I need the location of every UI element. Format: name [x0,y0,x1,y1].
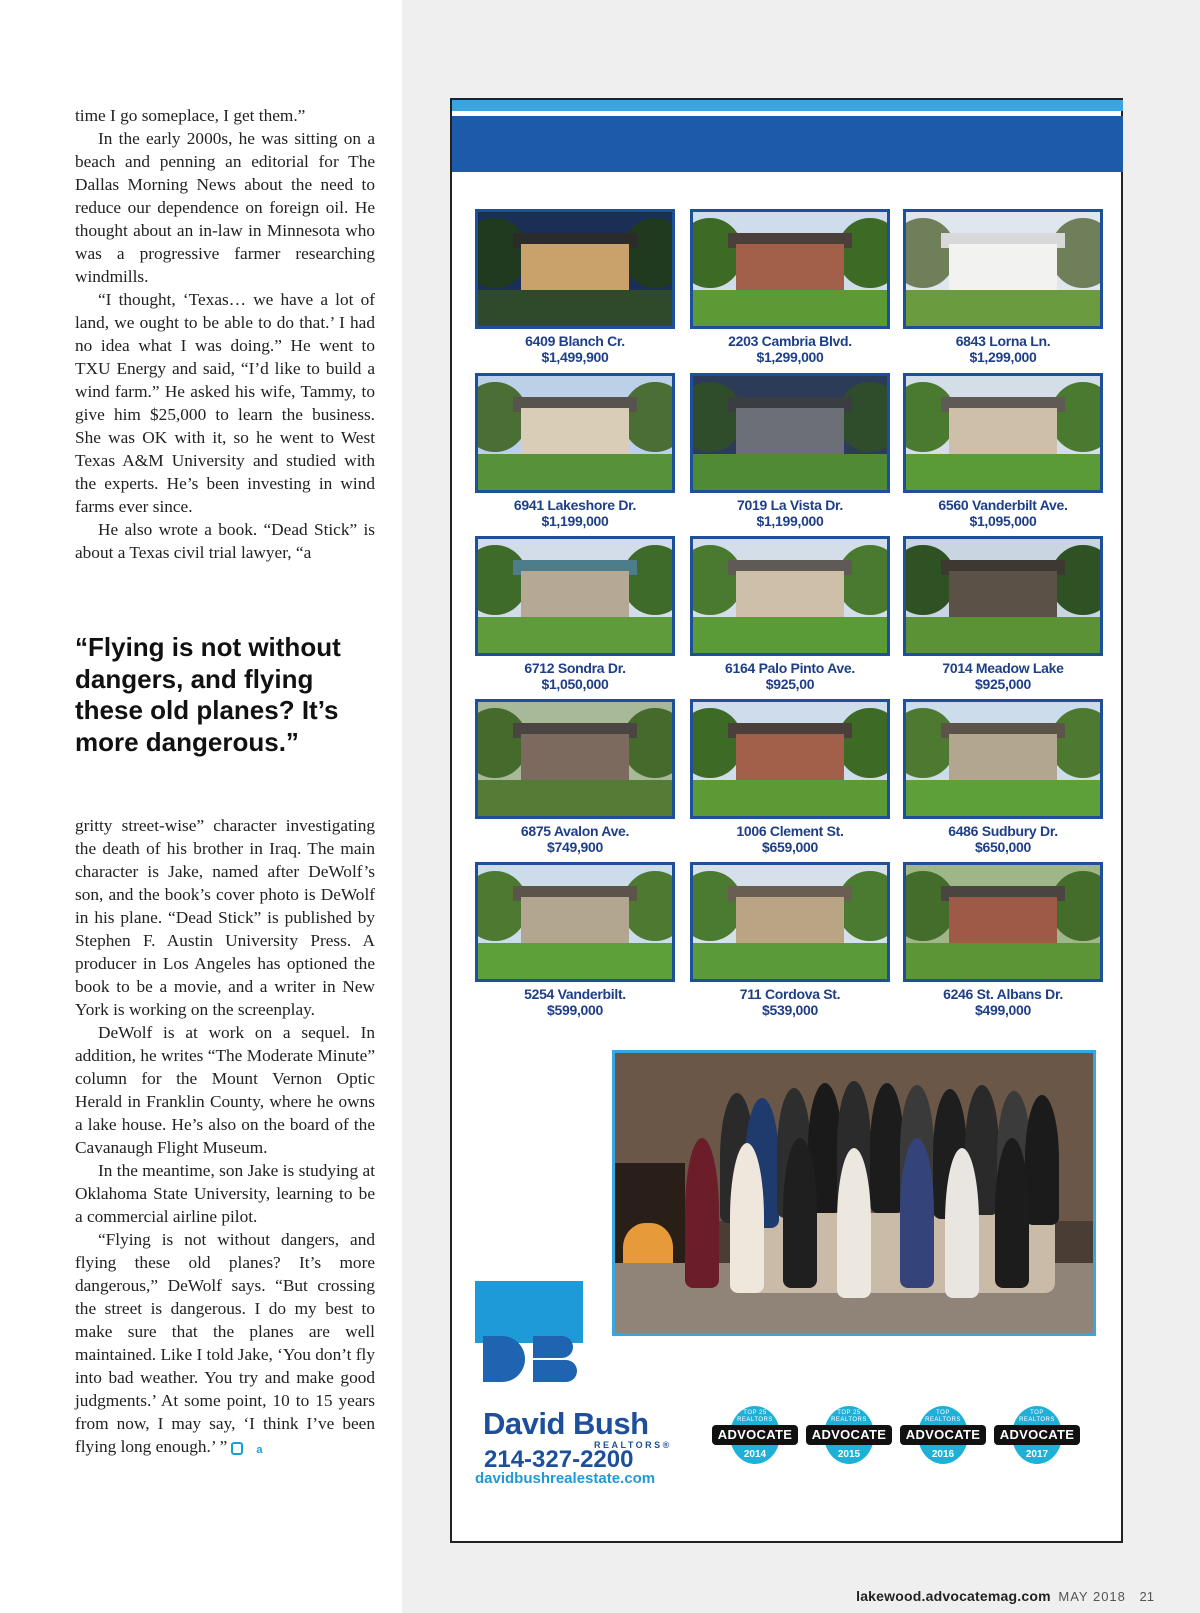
listing-caption [475,333,675,365]
listing-card [475,862,675,1025]
listing-address: 6409 Blanch Cr. [525,333,625,349]
listing-price: $1,199,000 [541,513,609,529]
brand-subtitle: REALTORS® [594,1440,672,1450]
listing-photo [475,209,675,329]
listing-card [690,699,890,862]
david-bush-logo [475,1281,583,1387]
badge-top-text: TOP REALTORS [925,1410,961,1423]
person-silhouette [1025,1095,1059,1225]
ad-header-band [452,116,1123,172]
listing-caption [475,986,675,1018]
listing-price: $925,000 [975,676,1031,692]
advocate-award-badge [806,1406,892,1464]
listing-price: $650,000 [975,839,1031,855]
badge-year: 2016 [931,1449,955,1460]
photo-lawn [693,617,887,653]
listing-card [475,209,675,372]
brand-website: davidbushrealestate.com [475,1470,656,1487]
badge-label: ADVOCATE [712,1425,798,1445]
article-paragraph-text: “Flying is not without dangers, and flying these old planes? It’s more dangerous,” DeWolf says. “But crossing the street is dangerous. I do my best to make sure that the planes are well maintained. Like I told Jake, ‘You don’t fly into bad weather. You try and make good judgments.’ At some point, 10 to 15 years from now, I may say, ‘I think I’ve been flying long enough.’ ” [75,1230,375,1456]
article-paragraph: DeWolf is at work on a sequel. In addition, he writes “The Moderate Minute” column for the Mount Vernon Optic Herald in Franklin County, where he owns a lake house. He’s also on the board of the Cavanaugh Flight Museum. [75,1023,375,1157]
person-silhouette [900,1138,934,1288]
listing-address: 6560 Vanderbilt Ave. [938,497,1068,513]
photo-lawn [478,943,672,979]
listing-price: $925,00 [765,676,815,692]
listing-caption [475,660,675,692]
listing-address: 6941 Lakeshore Dr. [513,497,637,513]
brand-phone: 214-327-2200 [484,1446,634,1473]
listing-price: $539,000 [762,1002,818,1018]
listing-caption [690,986,890,1018]
photo-lawn [478,290,672,326]
listing-caption [903,333,1103,365]
logo-letter-b-top [533,1336,573,1358]
listing-card [475,699,675,862]
listing-price: $599,000 [547,1002,603,1018]
person-silhouette [730,1143,764,1293]
pull-quote: “Flying is not without dangers, and flying these old planes? It’s more dangerous.” [75,632,341,757]
listing-card [903,209,1103,372]
listing-caption [475,823,675,855]
listing-photo [690,862,890,982]
badge-year: 2014 [743,1449,767,1460]
photo-lawn [478,780,672,816]
page-number: 21 [1139,1589,1154,1604]
listing-photo [475,536,675,656]
logo-block-shape [475,1281,583,1343]
listing-address: 7019 La Vista Dr. [737,497,843,513]
advocate-award-badge [900,1406,986,1464]
listing-photo [475,373,675,493]
article-paragraph: time I go someplace, I get them.” [75,106,306,125]
end-mark-icon: a [231,1442,243,1455]
badge-top-text: TOP 25 REALTORS [737,1410,773,1423]
listing-caption [690,333,890,365]
listing-card [903,862,1103,1025]
listing-address: 6712 Sondra Dr. [524,660,626,676]
photo-lawn [478,454,672,490]
photo-lawn [693,943,887,979]
listing-price: $1,095,000 [969,513,1037,529]
article-column-bottom [75,814,375,1458]
listing-photo [475,862,675,982]
listing-caption [690,823,890,855]
footer-issue: MAY 2018 [1058,1589,1126,1604]
listing-address: 1006 Clement St. [736,823,844,839]
photo-lawn [906,617,1100,653]
badge-label: ADVOCATE [900,1425,986,1445]
photo-lawn [693,454,887,490]
listing-photo [690,373,890,493]
listing-photo [903,209,1103,329]
listing-photo [690,209,890,329]
listing-card [903,536,1103,699]
logo-letter-d [483,1336,525,1382]
listing-address: 6875 Avalon Ave. [520,823,630,839]
listing-price: $499,000 [975,1002,1031,1018]
person-silhouette [837,1148,871,1298]
listing-price: $1,499,900 [541,349,609,365]
person-silhouette [870,1083,904,1213]
badge-year: 2015 [837,1449,861,1460]
listing-address: 6246 St. Albans Dr. [943,986,1063,1002]
listing-photo [903,862,1103,982]
listing-address: 6843 Lorna Ln. [955,333,1051,349]
photo-lawn [906,943,1100,979]
photo-lawn [693,290,887,326]
listing-price: $1,299,000 [756,349,824,365]
badge-top-text: TOP REALTORS [1019,1410,1055,1423]
listing-card [903,699,1103,862]
logo-letter-b-bottom [533,1360,577,1382]
advocate-award-badge [712,1406,798,1464]
listing-address: 7014 Meadow Lake [942,660,1064,676]
brand-name: David Bush [483,1406,649,1441]
listing-price: $659,000 [762,839,818,855]
listing-price: $1,050,000 [541,676,609,692]
listing-card [690,373,890,536]
listing-caption [475,497,675,529]
listing-photo [475,699,675,819]
person-silhouette [783,1138,817,1288]
badge-top-text: TOP 25 REALTORS [831,1410,867,1423]
article-paragraph: gritty street-wise” character investigating the death of his brother in Iraq. The main character is Jake, named after DeWolf’s son, and the book’s cover photo is DeWolf in his plane. “Dead Stick” is published by Stephen F. Austin University Press. A producer in Los Angeles has optioned the book to be a movie, and a writer in New York is working on the screenplay. [75,816,375,1019]
listing-address: 711 Cordova St. [739,986,841,1002]
listing-photo [903,373,1103,493]
person-silhouette [945,1148,979,1298]
listing-card [475,373,675,536]
ad-top-stripe [452,100,1123,111]
listing-caption [903,497,1103,529]
article-paragraph: In the meantime, son Jake is studying at Oklahoma State University, learning to be a commercial airline pilot. [75,1161,375,1226]
listing-caption [903,823,1103,855]
article-paragraph [75,1228,375,1458]
listing-price: $749,900 [547,839,603,855]
listing-photo [690,536,890,656]
photo-lawn [906,454,1100,490]
listing-caption [690,497,890,529]
listing-address: 6486 Sudbury Dr. [948,823,1058,839]
article-column-top [75,104,375,564]
listing-card [690,536,890,699]
listing-address: 5254 Vanderbilt. [524,986,626,1002]
listing-photo [903,536,1103,656]
article-paragraph: In the early 2000s, he was sitting on a beach and penning an editorial for The Dallas Morning News about the need to reduce our dependence on foreign oil. He thought about an in-law in Minnesota who was a progressive farmer researching windmills. [75,129,375,286]
badge-year: 2017 [1025,1449,1049,1460]
person-silhouette [685,1138,719,1288]
listing-price: $1,199,000 [756,513,824,529]
listing-photo [903,699,1103,819]
badge-label: ADVOCATE [994,1425,1080,1445]
listing-card [690,209,890,372]
listing-card [475,536,675,699]
badge-label: ADVOCATE [806,1425,892,1445]
advocate-award-badge [994,1406,1080,1464]
listing-address: 6164 Palo Pinto Ave. [725,660,855,676]
person-silhouette [995,1138,1029,1288]
team-photo [612,1050,1096,1336]
listing-photo [690,699,890,819]
page-footer [856,1588,1154,1604]
article-paragraph: He also wrote a book. “Dead Stick” is about a Texas civil trial lawyer, “a [75,520,375,562]
listing-caption [903,660,1103,692]
photo-lawn [906,780,1100,816]
photo-lawn [693,780,887,816]
listing-caption [690,660,890,692]
footer-site: lakewood.advocatemag.com [856,1588,1051,1604]
photo-lawn [906,290,1100,326]
article-paragraph: “I thought, ‘Texas… we have a lot of land, we ought to be able to do that.’ I had no idea what I was doing.” He went to TXU Energy and said, “I’d like to build a wind farm.” He asked his wife, Tammy, to give him $25,000 to learn the business. She was OK with it, so he went to West Texas A&M University and studied with the experts. He’s been investing in wind farms ever since. [75,290,375,516]
listing-price: $1,299,000 [969,349,1037,365]
listing-card [690,862,890,1025]
listing-card [903,373,1103,536]
photo-lawn [478,617,672,653]
listing-caption [903,986,1103,1018]
listing-address: 2203 Cambria Blvd. [728,333,852,349]
